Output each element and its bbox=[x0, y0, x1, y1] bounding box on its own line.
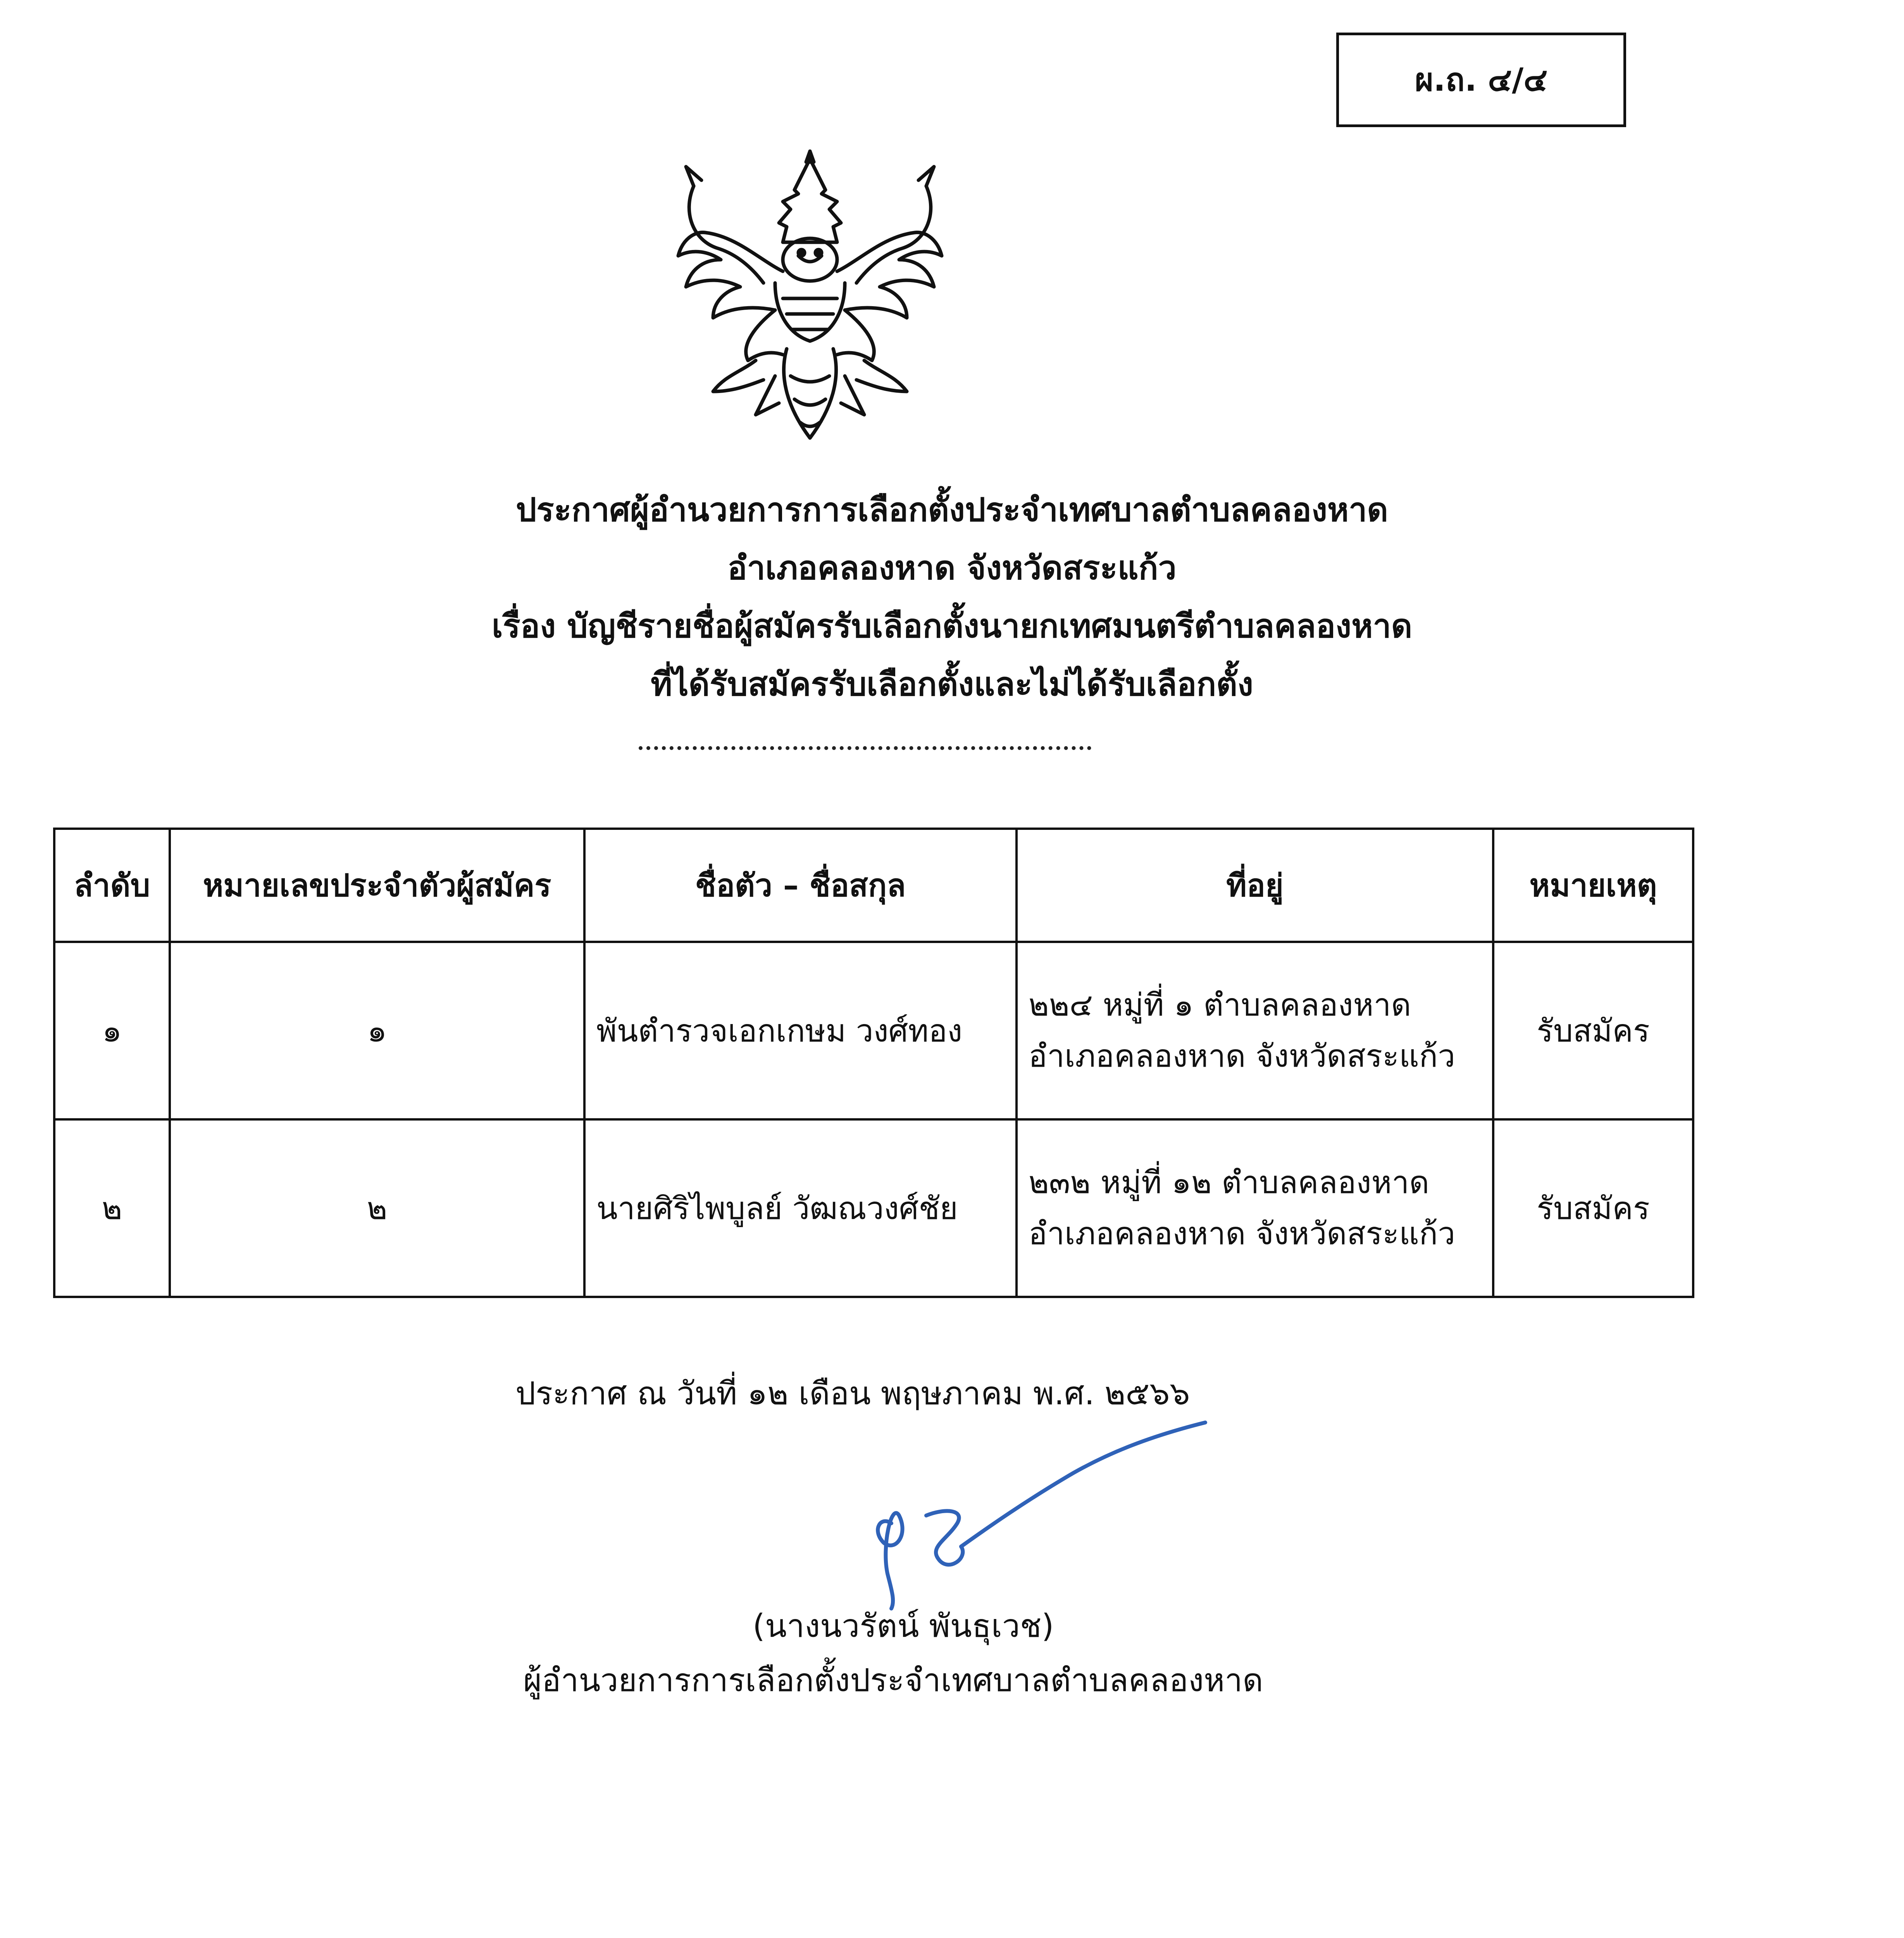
cell-full-name: นายศิริไพบูลย์ วัฒณวงศ์ชัย bbox=[584, 1119, 1017, 1297]
announcement-heading bbox=[0, 481, 1904, 713]
dotted-divider bbox=[639, 746, 1091, 750]
cell-remark: รับสมัคร bbox=[1493, 1119, 1693, 1297]
heading-line-3: เรื่อง บัญชีรายชื่อผู้สมัครรับเลือกตั้งนายกเทศมนตรีตำบลคลองหาด bbox=[491, 607, 1413, 645]
table-header-row bbox=[54, 829, 1693, 942]
column-header-candidate-number: หมายเลขประจำตัวผู้สมัคร bbox=[170, 829, 584, 942]
cell-address bbox=[1017, 942, 1493, 1119]
column-header-remark: หมายเหตุ bbox=[1493, 829, 1693, 942]
handwritten-signature-icon bbox=[833, 1419, 1221, 1620]
heading-line-1: ประกาศผู้อำนวยการการเลือกตั้งประจำเทศบาลตำบลคลองหาด bbox=[516, 491, 1388, 529]
column-header-address: ที่อยู่ bbox=[1017, 829, 1493, 942]
form-code-box bbox=[1336, 33, 1626, 127]
cell-order: ๑ bbox=[54, 942, 170, 1119]
form-code-label: ผ.ถ. ๔/๔ bbox=[1415, 62, 1548, 98]
table-row bbox=[54, 1119, 1693, 1297]
address-line-2: อำเภอคลองหาด จังหวัดสระแก้ว bbox=[1029, 1216, 1456, 1252]
heading-line-2: อำเภอคลองหาด จังหวัดสระแก้ว bbox=[727, 549, 1177, 587]
cell-address bbox=[1017, 1119, 1493, 1297]
address-line-1: ๒๓๒ หมู่ที่ ๑๒ ตำบลคลองหาด bbox=[1029, 1164, 1430, 1200]
cell-candidate-number: ๑ bbox=[170, 942, 584, 1119]
cell-remark: รับสมัคร bbox=[1493, 942, 1693, 1119]
cell-order: ๒ bbox=[54, 1119, 170, 1297]
column-header-full-name: ชื่อตัว – ชื่อสกุล bbox=[584, 829, 1017, 942]
signer-title: ผู้อำนวยการการเลือกตั้งประจำเทศบาลตำบลคลองหาด bbox=[523, 1662, 1263, 1699]
signer-name: (นางนวรัตน์ พันธุเวช) bbox=[753, 1608, 1054, 1645]
candidate-table bbox=[53, 828, 1694, 1298]
cell-full-name: พันตำรวจเอกเกษม วงศ์ทอง bbox=[584, 942, 1017, 1119]
cell-candidate-number: ๒ bbox=[170, 1119, 584, 1297]
address-line-2: อำเภอคลองหาด จังหวัดสระแก้ว bbox=[1029, 1038, 1456, 1074]
garuda-emblem-icon bbox=[659, 143, 961, 453]
address-line-1: ๒๒๔ หมู่ที่ ๑ ตำบลคลองหาด bbox=[1029, 987, 1411, 1023]
heading-line-4: ที่ได้รับสมัครรับเลือกตั้งและไม่ได้รับเลือกตั้ง bbox=[651, 665, 1253, 703]
announcement-date: ประกาศ ณ วันที่ ๑๒ เดือน พฤษภาคม พ.ศ. ๒๕๖๖ bbox=[515, 1375, 1190, 1412]
table-row bbox=[54, 942, 1693, 1119]
column-header-order: ลำดับ bbox=[54, 829, 170, 942]
